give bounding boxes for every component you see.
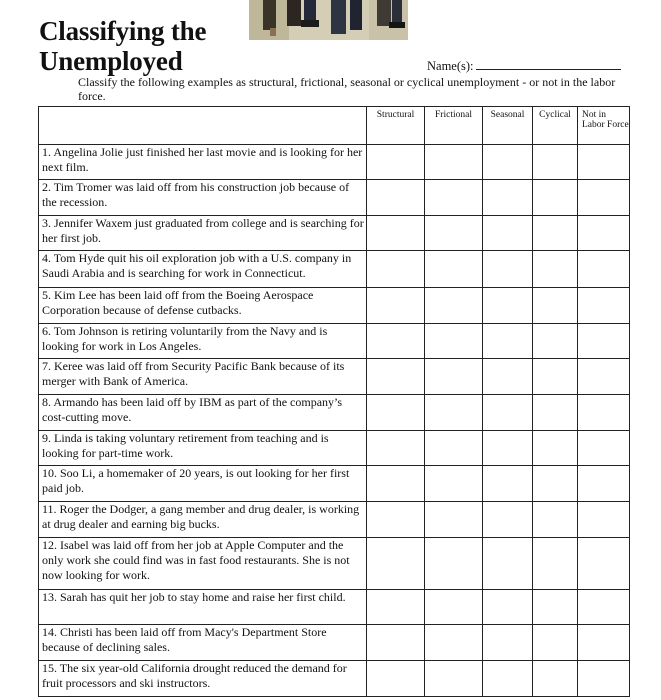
- answer-cell-seasonal[interactable]: [483, 287, 533, 323]
- answer-cell-not-in-labor-force[interactable]: [578, 466, 630, 502]
- answer-cell-structural[interactable]: [367, 145, 425, 180]
- question-text: 13. Sarah has quit her job to stay home and raise her first child.: [39, 589, 367, 624]
- answer-cell-not-in-labor-force[interactable]: [578, 624, 630, 660]
- question-row: [39, 538, 630, 589]
- answer-cell-not-in-labor-force[interactable]: [578, 216, 630, 251]
- header-blank-cell: [39, 107, 367, 145]
- answer-cell-frictional[interactable]: [425, 287, 483, 323]
- question-text: 8. Armando has been laid off by IBM as part of the company’s cost-cutting move.: [39, 394, 367, 430]
- question-row: [39, 323, 630, 358]
- question-text: 10. Soo Li, a homemaker of 20 years, is out looking for her first paid job.: [39, 466, 367, 502]
- answer-cell-structural[interactable]: [367, 358, 425, 394]
- question-text: 12. Isabel was laid off from her job at Apple Computer and the only work she could find was in fast food restaurants. She is not now looking for work.: [39, 538, 367, 589]
- question-text: 2. Tim Tromer was laid off from his construction job because of the recession.: [39, 180, 367, 216]
- people-photo-image: [249, 0, 408, 40]
- answer-cell-frictional[interactable]: [425, 624, 483, 660]
- answer-cell-structural[interactable]: [367, 538, 425, 589]
- answer-cell-cyclical[interactable]: [533, 431, 578, 466]
- answer-cell-frictional[interactable]: [425, 394, 483, 430]
- answer-cell-frictional[interactable]: [425, 538, 483, 589]
- answer-cell-cyclical[interactable]: [533, 660, 578, 696]
- col-header-cyclical: Cyclical: [533, 107, 578, 145]
- question-row: [39, 660, 630, 696]
- answer-cell-not-in-labor-force[interactable]: [578, 323, 630, 358]
- answer-cell-structural[interactable]: [367, 323, 425, 358]
- answer-cell-seasonal[interactable]: [483, 502, 533, 538]
- answer-cell-cyclical[interactable]: [533, 394, 578, 430]
- title-line-2: Unemployed: [39, 46, 183, 76]
- answer-cell-cyclical[interactable]: [533, 216, 578, 251]
- question-row: [39, 251, 630, 287]
- answer-cell-not-in-labor-force[interactable]: [578, 394, 630, 430]
- answer-cell-cyclical[interactable]: [533, 145, 578, 180]
- answer-cell-frictional[interactable]: [425, 466, 483, 502]
- question-text: 6. Tom Johnson is retiring voluntarily from the Navy and is looking for work in Los Angeles.: [39, 323, 367, 358]
- answer-cell-cyclical[interactable]: [533, 287, 578, 323]
- answer-cell-frictional[interactable]: [425, 589, 483, 624]
- question-row: [39, 216, 630, 251]
- answer-cell-not-in-labor-force[interactable]: [578, 145, 630, 180]
- answer-cell-frictional[interactable]: [425, 358, 483, 394]
- question-text: 11. Roger the Dodger, a gang member and drug dealer, is working at drug dealer and earning big bucks.: [39, 502, 367, 538]
- question-row: [39, 394, 630, 430]
- answer-cell-structural[interactable]: [367, 466, 425, 502]
- answer-cell-structural[interactable]: [367, 287, 425, 323]
- title-line-1: Classifying the: [39, 16, 207, 46]
- question-row: [39, 466, 630, 502]
- answer-cell-seasonal[interactable]: [483, 216, 533, 251]
- question-text: 14. Christi has been laid off from Macy's Department Store because of declining sales.: [39, 624, 367, 660]
- answer-cell-seasonal[interactable]: [483, 251, 533, 287]
- worksheet-title: [39, 16, 206, 76]
- col-header-structural: Structural: [367, 107, 425, 145]
- answer-cell-frictional[interactable]: [425, 660, 483, 696]
- instructions: Classify the following examples as structural, frictional, seasonal or cyclical unemployment - or not in the labor force.: [78, 75, 616, 103]
- answer-cell-cyclical[interactable]: [533, 251, 578, 287]
- names-input-line[interactable]: [476, 58, 621, 70]
- answer-cell-frictional[interactable]: [425, 431, 483, 466]
- question-text: 4. Tom Hyde quit his oil exploration job with a U.S. company in Saudi Arabia and is searching for work in Connecticut.: [39, 251, 367, 287]
- answer-cell-structural[interactable]: [367, 180, 425, 216]
- answer-cell-cyclical[interactable]: [533, 323, 578, 358]
- question-text: 7. Keree was laid off from Security Pacific Bank because of its merger with Bank of America.: [39, 358, 367, 394]
- question-row: [39, 589, 630, 624]
- answer-cell-cyclical[interactable]: [533, 466, 578, 502]
- question-row: [39, 502, 630, 538]
- answer-cell-seasonal[interactable]: [483, 589, 533, 624]
- answer-cell-structural[interactable]: [367, 251, 425, 287]
- answer-cell-cyclical[interactable]: [533, 538, 578, 589]
- answer-cell-frictional[interactable]: [425, 216, 483, 251]
- question-row: [39, 287, 630, 323]
- answer-cell-structural[interactable]: [367, 589, 425, 624]
- answer-cell-frictional[interactable]: [425, 251, 483, 287]
- answer-cell-seasonal[interactable]: [483, 538, 533, 589]
- question-text: 15. The six year-old California drought reduced the demand for fruit processors and ski instructors.: [39, 660, 367, 696]
- answer-cell-not-in-labor-force[interactable]: [578, 589, 630, 624]
- answer-cell-cyclical[interactable]: [533, 358, 578, 394]
- question-row: [39, 145, 630, 180]
- question-row: [39, 180, 630, 216]
- answer-cell-structural[interactable]: [367, 216, 425, 251]
- answer-cell-not-in-labor-force[interactable]: [578, 358, 630, 394]
- answer-cell-seasonal[interactable]: [483, 145, 533, 180]
- answer-cell-cyclical[interactable]: [533, 180, 578, 216]
- answer-cell-seasonal[interactable]: [483, 323, 533, 358]
- question-row: [39, 431, 630, 466]
- answer-cell-structural[interactable]: [367, 660, 425, 696]
- answer-cell-frictional[interactable]: [425, 323, 483, 358]
- answer-cell-seasonal[interactable]: [483, 431, 533, 466]
- answer-cell-cyclical[interactable]: [533, 502, 578, 538]
- answer-cell-not-in-labor-force[interactable]: [578, 287, 630, 323]
- col-header-frictional: Frictional: [425, 107, 483, 145]
- header-photo: [249, 0, 408, 40]
- question-text: 3. Jennifer Waxem just graduated from college and is searching for her first job.: [39, 216, 367, 251]
- names-label: Name(s):: [427, 59, 474, 73]
- answer-cell-not-in-labor-force[interactable]: [578, 660, 630, 696]
- answer-cell-seasonal[interactable]: [483, 660, 533, 696]
- question-row: [39, 358, 630, 394]
- question-text: 5. Kim Lee has been laid off from the Boeing Aerospace Corporation because of defense cutbacks.: [39, 287, 367, 323]
- question-text: 9. Linda is taking voluntary retirement from teaching and is looking for part-time work.: [39, 431, 367, 466]
- answer-cell-seasonal[interactable]: [483, 466, 533, 502]
- answer-cell-not-in-labor-force[interactable]: [578, 538, 630, 589]
- answer-cell-frictional[interactable]: [425, 502, 483, 538]
- answer-cell-not-in-labor-force[interactable]: [578, 251, 630, 287]
- answer-cell-seasonal[interactable]: [483, 624, 533, 660]
- names-field: [427, 58, 621, 74]
- answer-cell-structural[interactable]: [367, 502, 425, 538]
- header-row: [39, 107, 630, 145]
- col-header-seasonal: Seasonal: [483, 107, 533, 145]
- col-header-not-in-labor-force: Not in Labor Force: [578, 107, 630, 145]
- answer-cell-frictional[interactable]: [425, 180, 483, 216]
- answer-cell-seasonal[interactable]: [483, 394, 533, 430]
- answer-cell-structural[interactable]: [367, 394, 425, 430]
- answer-cell-cyclical[interactable]: [533, 589, 578, 624]
- answer-cell-not-in-labor-force[interactable]: [578, 180, 630, 216]
- answer-cell-not-in-labor-force[interactable]: [578, 431, 630, 466]
- answer-cell-not-in-labor-force[interactable]: [578, 502, 630, 538]
- answer-cell-structural[interactable]: [367, 431, 425, 466]
- question-text: 1. Angelina Jolie just finished her last movie and is looking for her next film.: [39, 145, 367, 180]
- answer-cell-frictional[interactable]: [425, 145, 483, 180]
- answer-cell-cyclical[interactable]: [533, 624, 578, 660]
- answer-cell-structural[interactable]: [367, 624, 425, 660]
- classification-table: [38, 106, 630, 697]
- question-row: [39, 624, 630, 660]
- answer-cell-seasonal[interactable]: [483, 358, 533, 394]
- answer-cell-seasonal[interactable]: [483, 180, 533, 216]
